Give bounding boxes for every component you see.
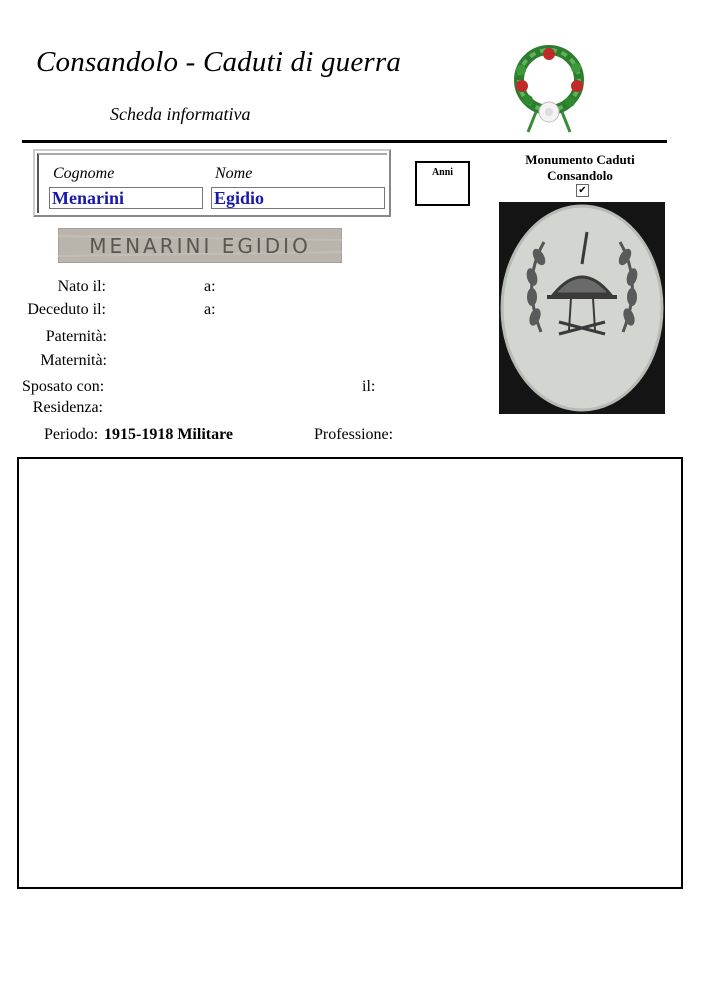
header-divider bbox=[22, 140, 667, 143]
monument-checkbox[interactable] bbox=[576, 184, 589, 197]
professione-label: Professione: bbox=[314, 426, 394, 443]
page-title: Consandolo - Caduti di guerra bbox=[36, 46, 402, 78]
nome-label: Nome bbox=[215, 165, 253, 182]
nato-label: Nato il: bbox=[57, 278, 106, 295]
anni-label: Anni bbox=[431, 167, 454, 178]
maternita-label: Maternità: bbox=[40, 352, 107, 369]
residenza-label: Residenza: bbox=[32, 399, 103, 416]
deceduto-a-label: a: bbox=[204, 301, 216, 318]
notes-area[interactable] bbox=[17, 457, 683, 889]
paternita-label: Paternità: bbox=[45, 328, 107, 345]
monument-photo bbox=[499, 202, 665, 414]
checkmark-icon: ✔ bbox=[578, 185, 587, 196]
nameplate-image bbox=[58, 228, 342, 263]
sposato-label: Sposato con: bbox=[22, 378, 105, 395]
sposato-il-label: il: bbox=[362, 378, 376, 395]
periodo-label: Periodo: bbox=[44, 426, 99, 443]
monument-label bbox=[505, 152, 655, 184]
cognome-label: Cognome bbox=[53, 165, 115, 182]
page-subtitle: Scheda informativa bbox=[110, 104, 251, 124]
laurel-wreath-icon bbox=[506, 40, 592, 136]
nato-a-label: a: bbox=[204, 278, 216, 295]
periodo-value: 1915-1918 Militare bbox=[104, 426, 234, 443]
monument-label-line1: Monumento Caduti bbox=[525, 152, 635, 167]
cognome-field[interactable]: Menarini bbox=[49, 187, 203, 209]
monument-label-line2: Consandolo bbox=[547, 168, 613, 183]
name-panel bbox=[33, 149, 391, 217]
nameplate-text: MENARINI EGIDIO bbox=[89, 234, 311, 258]
anni-box[interactable] bbox=[415, 161, 470, 206]
nome-field[interactable]: Egidio bbox=[211, 187, 385, 209]
deceduto-label: Deceduto il: bbox=[27, 301, 106, 318]
